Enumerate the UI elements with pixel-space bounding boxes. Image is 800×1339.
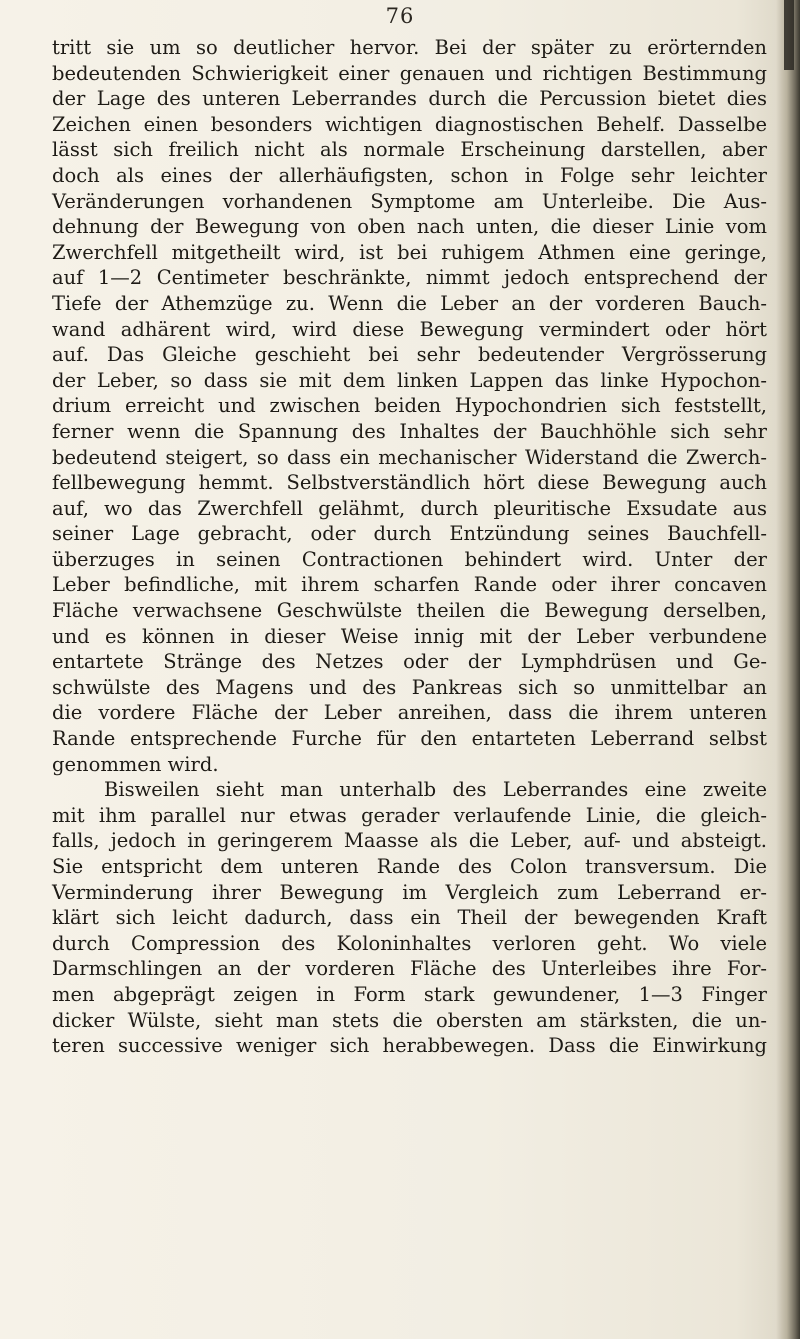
text-line: Sie entspricht dem unteren Rande des Colon transversum. Die bbox=[52, 855, 767, 878]
text-line: mit ihm parallel nur etwas gerader verlaufende Linie, die gleich- bbox=[52, 803, 767, 827]
text-line: wand adhärent wird, wird diese Bewegung vermindert oder hört bbox=[52, 317, 767, 341]
text-line: ferner wenn die Spannung des Inhaltes der Bauchhöhle sich sehr bbox=[52, 419, 767, 443]
text-line: men abgeprägt zeigen in Form stark gewundener, 1—3 Finger bbox=[52, 982, 767, 1006]
text-line: tritt sie um so deutlicher hervor. Bei der später zu erörternden bbox=[52, 36, 767, 59]
text-line: auf 1—2 Centimeter beschränkte, nimmt jedoch entsprechend der bbox=[52, 266, 767, 290]
text-line: auf, wo das Zwerchfell gelähmt, durch pleuritische Exsudate aus bbox=[52, 496, 767, 520]
text-line: bedeutend steigert, so dass ein mechanischer Widerstand die Zwerch- bbox=[52, 445, 767, 469]
text-line: Verminderung ihrer Bewegung im Vergleich zum Leberrand er- bbox=[52, 880, 767, 904]
text-line: Veränderungen vorhandenen Symptome am Unterleibe. Die Aus- bbox=[52, 189, 767, 213]
text-line: Zeichen einen besonders wichtigen diagnostischen Behelf. Dasselbe bbox=[52, 112, 767, 136]
text-line: Fläche verwachsene Geschwülste theilen die Bewegung derselben, bbox=[52, 599, 767, 623]
text-line: schwülste des Magens und des Pankreas sich so unmittelbar an bbox=[52, 675, 767, 699]
text-line: klärt sich leicht dadurch, dass ein Theil der bewegenden Kraft bbox=[52, 906, 767, 930]
text-line: dehnung der Bewegung von oben nach unten, die dieser Linie vom bbox=[52, 215, 767, 239]
text-line: durch Compression des Koloninhaltes verloren geht. Wo viele bbox=[52, 931, 767, 955]
text-line: Darmschlingen an der vorderen Fläche des Unterleibes ihre For- bbox=[52, 957, 767, 981]
text-line: der Leber, so dass sie mit dem linken Lappen das linke Hypochon- bbox=[52, 368, 767, 392]
text-line: Rande entsprechende Furche für den entarteten Leberrand selbst bbox=[52, 727, 767, 751]
text-line: lässt sich freilich nicht als normale Erscheinung darstellen, aber bbox=[52, 138, 767, 162]
text-line: fellbewegung hemmt. Selbstverständlich hört diese Bewegung auch bbox=[52, 471, 767, 495]
text-line: entartete Stränge des Netzes oder der Lymphdrüsen und Ge- bbox=[52, 650, 767, 674]
text-line: Leber befindliche, mit ihrem scharfen Rande oder ihrer concaven bbox=[52, 573, 767, 597]
text-line: die vordere Fläche der Leber anreihen, dass die ihrem unteren bbox=[52, 701, 767, 725]
text-line: und es können in dieser Weise innig mit der Leber verbundene bbox=[52, 624, 767, 648]
text-line: Zwerchfell mitgetheilt wird, ist bei ruhigem Athmen eine geringe, bbox=[52, 240, 767, 264]
text-line: Tiefe der Athemzüge zu. Wenn die Leber an der vorderen Bauch- bbox=[52, 291, 767, 315]
body-text bbox=[52, 35, 767, 1059]
text-line: der Lage des unteren Leberrandes durch die Percussion bietet dies bbox=[52, 87, 767, 111]
text-line: überzuges in seinen Contractionen behindert wird. Unter der bbox=[52, 547, 767, 571]
text-line: auf. Das Gleiche geschieht bei sehr bedeutender Vergrösserung bbox=[52, 343, 767, 367]
page-edge-shadow bbox=[776, 0, 800, 1339]
text-line: genommen wird. bbox=[52, 752, 219, 776]
text-line: Bisweilen sieht man unterhalb des Leberrandes eine zweite bbox=[104, 778, 767, 802]
text-line: doch als eines der allerhäufigsten, schon in Folge sehr leichter bbox=[52, 163, 767, 187]
text-line: teren successive weniger sich herabbewegen. Dass die Einwirkung bbox=[52, 1034, 767, 1058]
text-line: falls, jedoch in geringerem Maasse als die Leber, auf- und absteigt. bbox=[52, 829, 767, 853]
text-line: bedeutenden Schwierigkeit einer genauen und richtigen Bestimmung bbox=[52, 61, 767, 85]
text-line: dicker Wülste, sieht man stets die obersten am stärksten, die un- bbox=[52, 1008, 767, 1032]
page-number: 76 bbox=[385, 4, 415, 28]
text-line: drium erreicht und zwischen beiden Hypochondrien sich feststellt, bbox=[52, 394, 767, 418]
text-line: seiner Lage gebracht, oder durch Entzündung seines Bauchfell- bbox=[52, 522, 767, 546]
